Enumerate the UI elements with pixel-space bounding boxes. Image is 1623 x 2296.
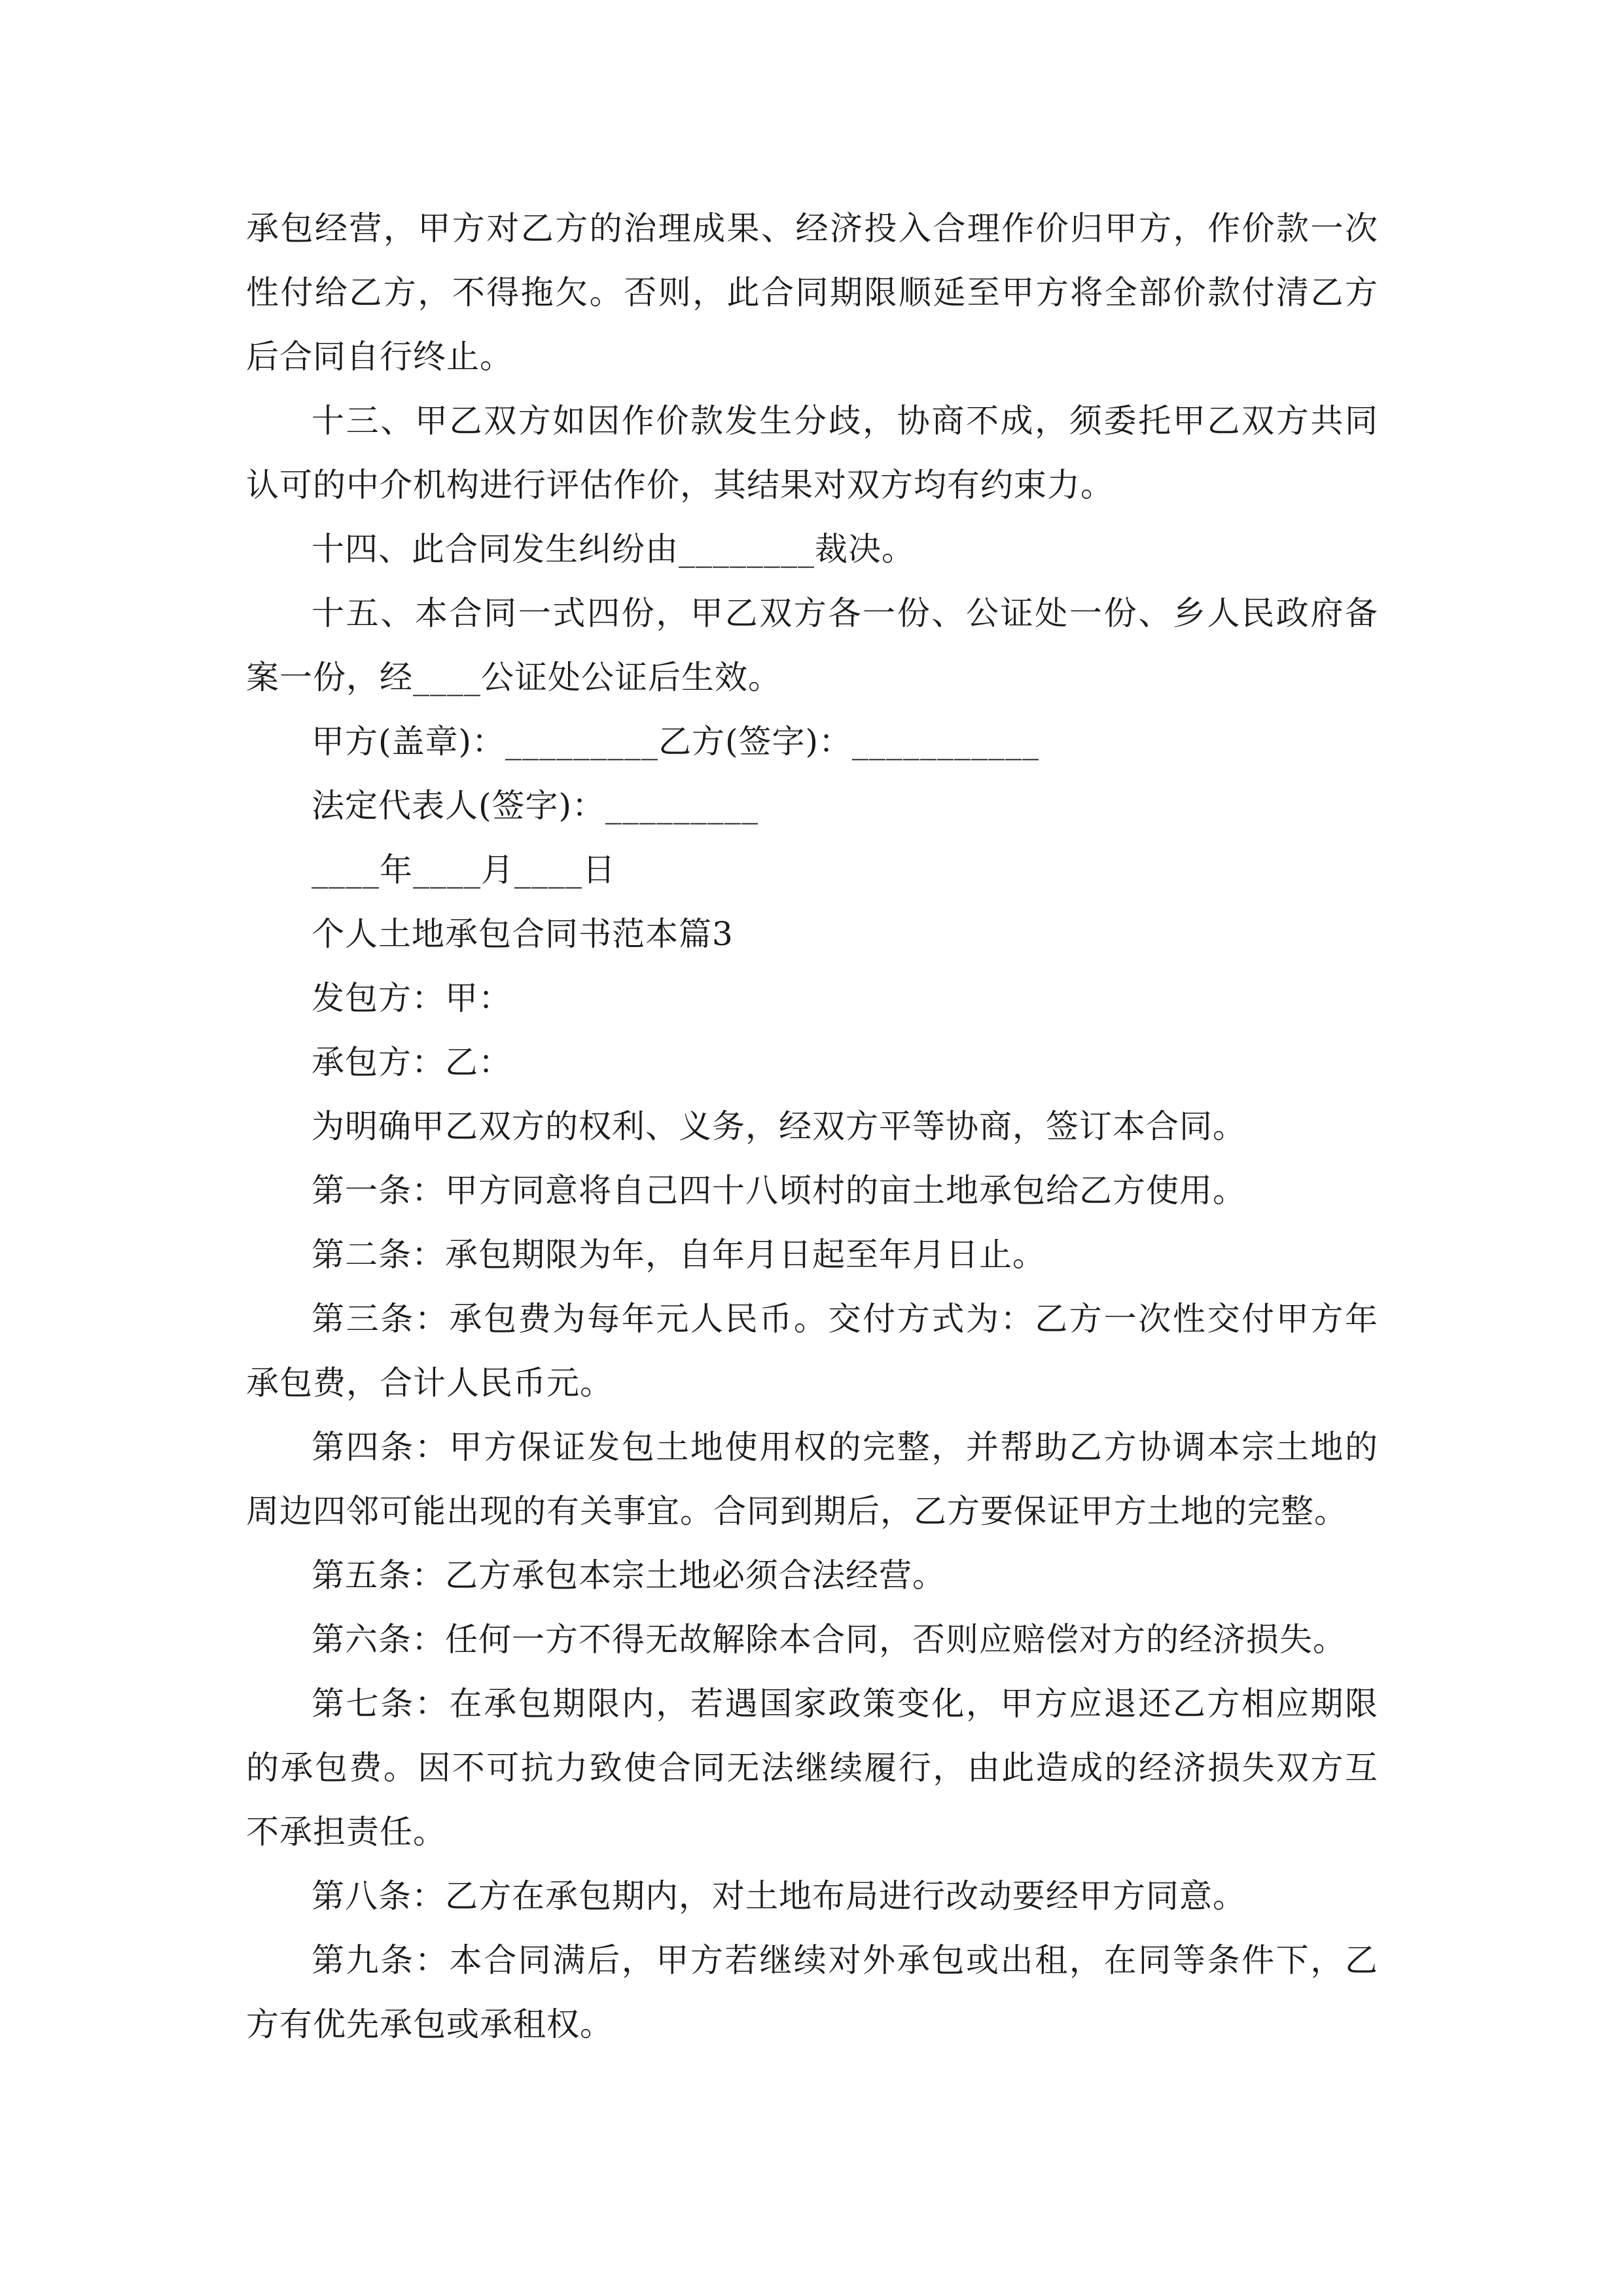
document-body — [246, 196, 1378, 2056]
signature-line-parties: 甲方(盖章)：_________乙方(签字)：___________ — [312, 723, 1040, 761]
article-2: 第二条：承包期限为年，自年月日起至年月日止。 — [312, 1236, 1046, 1274]
section-title: 个人土地承包合同书范本篇3 — [312, 915, 734, 953]
paragraph-preamble: 为明确甲乙双方的权利、义务，经双方平等协商，签订本合同。 — [312, 1107, 1246, 1145]
paragraph-continuation: 承包经营，甲方对乙方的治理成果、经济投入合理作价归甲方，作价款一次性付给乙方，不得拖欠。否则，此合同期限顺延至甲方将全部价款付清乙方后合同自行终止。 — [246, 209, 1378, 376]
party-employer: 发包方：甲： — [312, 979, 512, 1017]
article-4: 第四条：甲方保证发包土地使用权的完整，并帮助乙方协调本宗土地的周边四邻可能出现的有关事宜。合同到期后，乙方要保证甲方土地的完整。 — [246, 1428, 1378, 1530]
article-9: 第九条：本合同满后，甲方若继续对外承包或出租，在同等条件下，乙方有优先承包或承租权。 — [246, 1941, 1378, 2043]
article-8: 第八条：乙方在承包期内，对土地布局进行改动要经甲方同意。 — [312, 1877, 1246, 1915]
party-contractor: 承包方：乙： — [312, 1043, 512, 1081]
signature-line-legal-rep: 法定代表人(签字)：_________ — [312, 787, 759, 825]
article-7: 第七条：在承包期限内，若遇国家政策变化，甲方应退还乙方相应期限的承包费。因不可抗力致使合同无法继续履行，由此造成的经济损失双方互不承担责任。 — [246, 1685, 1378, 1851]
article-1: 第一条：甲方同意将自己四十八顷村的亩土地承包给乙方使用。 — [312, 1172, 1246, 1210]
article-5: 第五条：乙方承包本宗土地必须合法经营。 — [312, 1556, 946, 1594]
paragraph-clause-14: 十四、此合同发生纠纷由________裁决。 — [312, 530, 915, 568]
date-line: ____年____月____日 — [312, 851, 616, 889]
paragraph-clause-13: 十三、甲乙双方如因作价款发生分歧，协商不成，须委托甲乙双方共同认可的中介机构进行评估作价，其结果对双方均有约束力。 — [246, 402, 1378, 504]
article-6: 第六条：任何一方不得无故解除本合同，否则应赔偿对方的经济损失。 — [312, 1621, 1346, 1659]
article-3: 第三条：承包费为每年元人民币。交付方式为：乙方一次性交付甲方年承包费，合计人民币元。 — [246, 1300, 1378, 1402]
paragraph-clause-15: 十五、本合同一式四份，甲乙双方各一份、公证处一份、乡人民政府备案一份，经____公证处公证后生效。 — [246, 594, 1378, 696]
